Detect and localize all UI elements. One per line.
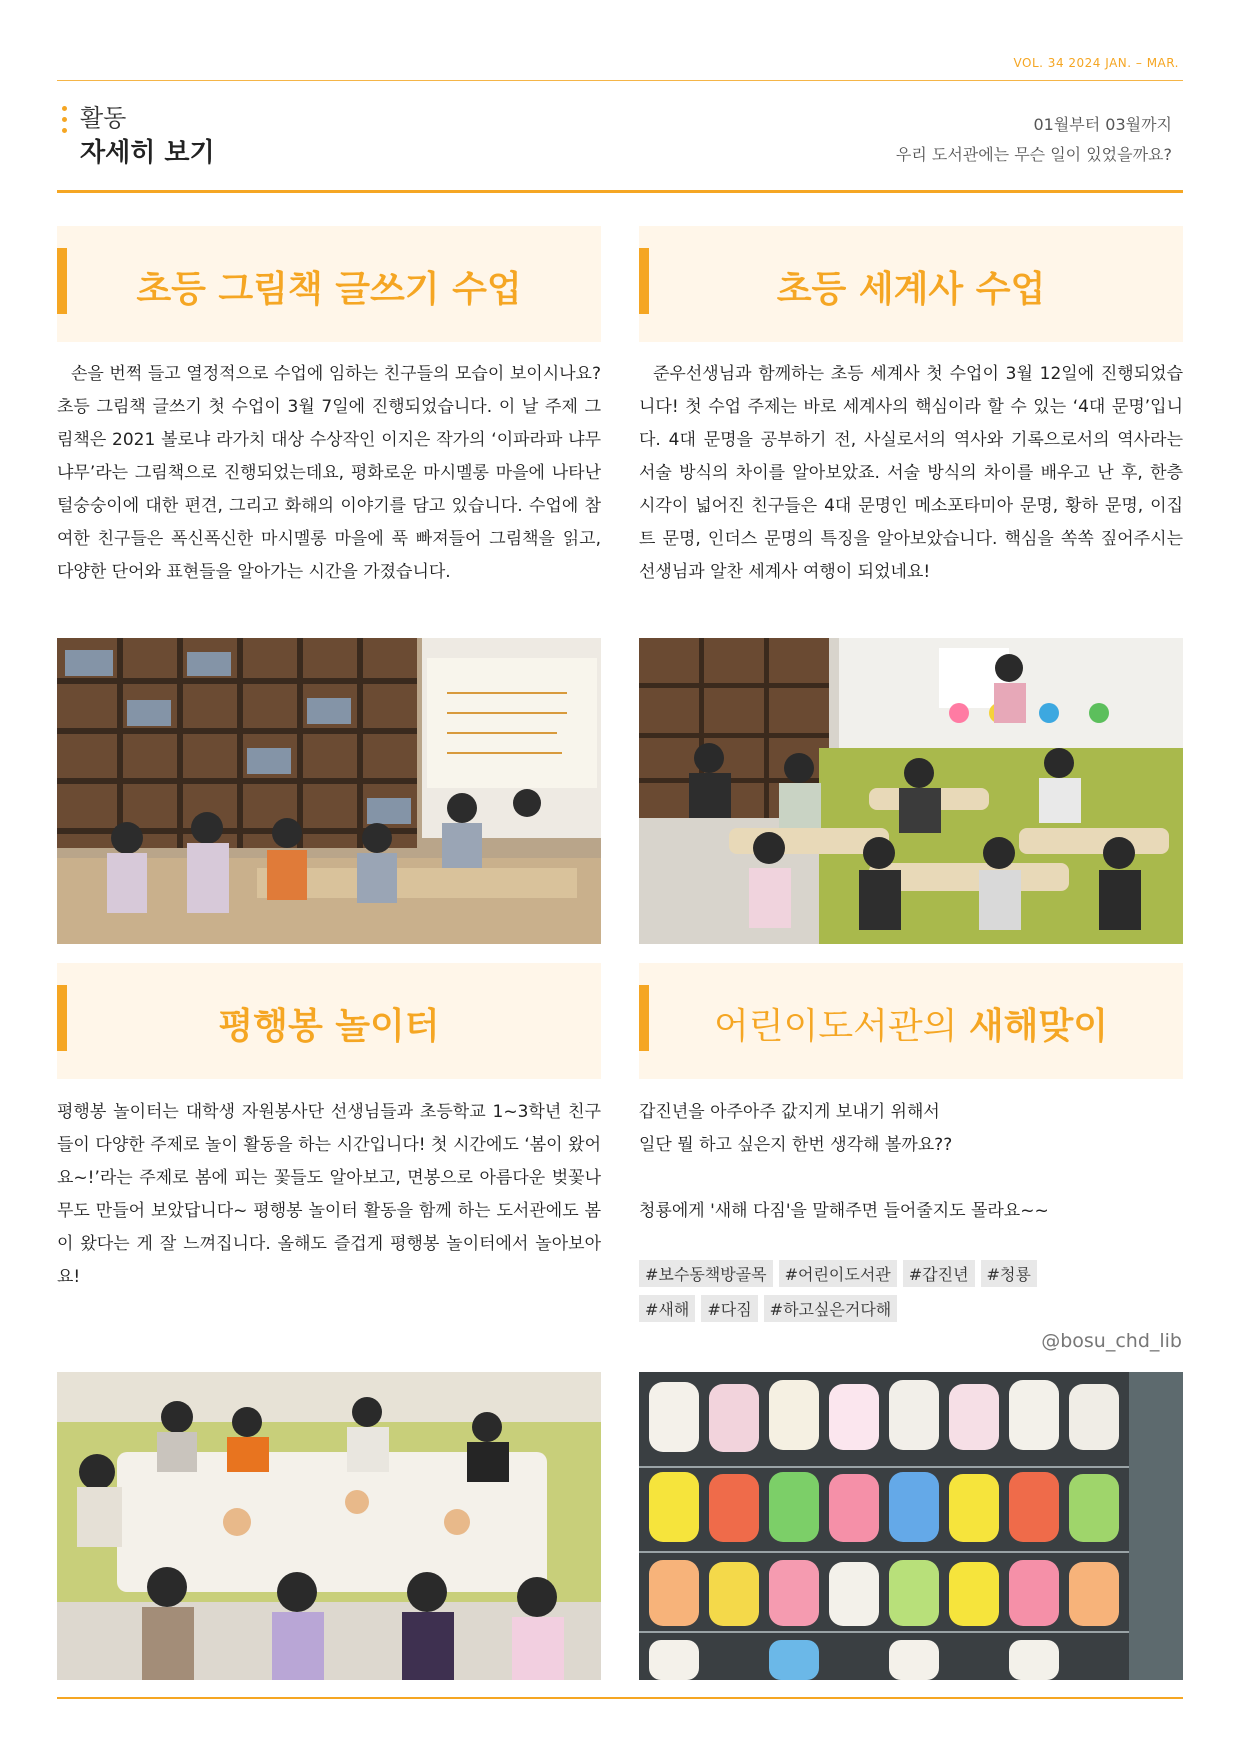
section-banner-playground: [57, 963, 601, 1079]
newyear-line: 일단 뭘 하고 싶은지 한번 생각해 볼까요??: [639, 1135, 953, 1155]
photo-newyear-wishes: [639, 1372, 1183, 1680]
section-title-picturebook: 초등 그림책 글쓰기 수업: [136, 269, 522, 310]
newyear-line: 갑진년을 아주아주 값지게 보내기 위해서: [639, 1102, 940, 1122]
volume-label: VOL. 34 2024 JAN. – MAR.: [1013, 56, 1179, 70]
header-subtitle-line1: 01월부터 03월까지: [1033, 115, 1172, 134]
hashtag-list: [639, 1260, 1183, 1330]
section-banner-picturebook: [57, 226, 601, 342]
bottom-rule: [57, 1697, 1183, 1699]
section-banner-worldhistory: [639, 226, 1183, 342]
section-body-newyear: [639, 1096, 1183, 1228]
header-title-line1: 활동: [80, 104, 127, 132]
newyear-line: [639, 1162, 1183, 1195]
instagram-handle[interactable]: @bosu_chd_lib: [1041, 1330, 1182, 1352]
section-title-newyear-light: 어린이도서관의: [714, 1006, 969, 1047]
hashtag[interactable]: #하고싶은거다해: [764, 1295, 898, 1322]
section-title-worldhistory: 초등 세계사 수업: [776, 269, 1046, 310]
header-bullets: [62, 106, 68, 139]
hashtag[interactable]: #새해: [639, 1295, 695, 1322]
top-rule: [57, 80, 1183, 81]
header-rule: [57, 190, 1183, 193]
section-body-picturebook: 손을 번쩍 들고 열정적으로 수업에 임하는 친구들의 모습이 보이시나요? 초등 그림책 글쓰기 첫 수업이 3월 7일에 진행되었습니다. 이 날 주제 그림책은 2021 볼로냐 라가치 대상 수상작인 이지은 작가의 ‘이파라파 냐무냐무’라는 그림책으로 진행되었는데요, 평화로운 마시멜롱 마을에 나타난 털숭숭이에 대한 편견, 그리고 화해의 이야기를 담고 있습니다. 수업에 참여한 친구들은 폭신폭신한 마시멜롱 마을에 푹 빠져들어 그림책을 읽고, 다양한 단어와 표현들을 알아가는 시간을 가졌습니다.: [57, 364, 601, 582]
header-subtitle-line2: 우리 도서관에는 무슨 일이 있었을까요?: [895, 145, 1172, 164]
hashtag[interactable]: #청룡: [981, 1260, 1037, 1287]
section-body-worldhistory: 준우선생님과 함께하는 초등 세계사 첫 수업이 3월 12일에 진행되었습니다! 첫 수업 주제는 바로 세계사의 핵심이라 할 수 있는 ‘4대 문명’입니다. 4대 문명을 공부하기 전, 사실로서의 역사와 기록으로서의 역사라는 서술 방식의 차이를 알아보았죠. 서술 방식의 차이를 배우고 난 후, 한층 시각이 넓어진 친구들은 4대 문명인 메소포타미아 문명, 황하 문명, 이집트 문명, 인더스 문명의 특징을 알아보았습니다. 핵심을 쏙쏙 짚어주시는 선생님과 알찬 세계사 여행이 되었네요!: [639, 364, 1183, 582]
section-title-newyear: [639, 998, 1183, 1049]
photo-worldhistory-class: [639, 638, 1183, 944]
photo-picturebook-class: [57, 638, 601, 944]
hashtag[interactable]: #갑진년: [903, 1260, 975, 1287]
newyear-line: 청룡에게 '새해 다짐'을 말해주면 들어줄지도 몰라요~~: [639, 1201, 1049, 1221]
header-title-line2: 자세히 보기: [80, 138, 215, 168]
hashtag[interactable]: #어린이도서관: [779, 1260, 897, 1287]
section-body-playground: 평행봉 놀이터는 대학생 자원봉사단 선생님들과 초등학교 1~3학년 친구들이 다양한 주제로 놀이 활동을 하는 시간입니다! 첫 시간에도 ‘봄이 왔어요~!’라는 주제로 봄에 피는 꽃들도 알아보고, 면봉으로 아름다운 벚꽃나무도 만들어 보았답니다~ 평행봉 놀이터 활동을 함께 하는 도서관에도 봄이 왔다는 게 잘 느껴집니다. 올해도 즐겁게 평행봉 놀이터에서 놀아보아요!: [57, 1102, 601, 1287]
hashtag[interactable]: #다짐: [701, 1295, 757, 1322]
section-title-newyear-bold: 새해맞이: [968, 1006, 1108, 1047]
hashtag[interactable]: #보수동책방골목: [639, 1260, 773, 1287]
header-subtitle: [896, 110, 1172, 170]
section-banner-newyear: [639, 963, 1183, 1079]
photo-playground-activity: [57, 1372, 601, 1680]
section-title-playground: 평행봉 놀이터: [218, 1006, 440, 1047]
